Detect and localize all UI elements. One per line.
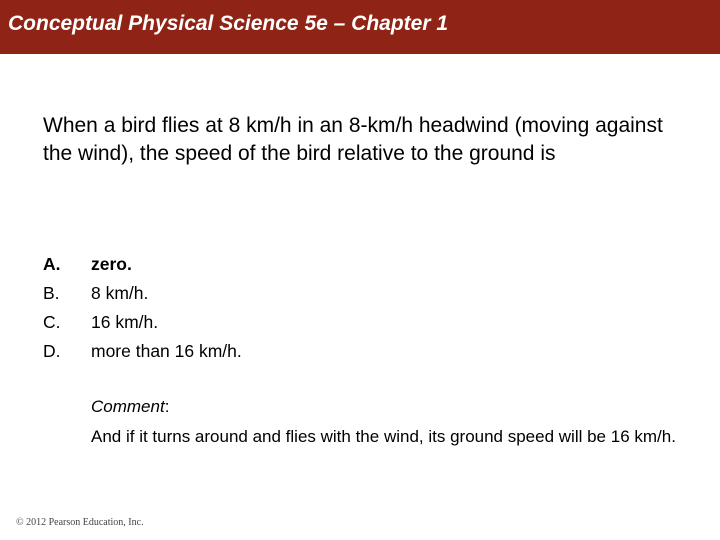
comment-colon: : <box>164 397 170 416</box>
choice-text: 16 km/h. <box>91 312 159 332</box>
header-bar <box>0 0 720 54</box>
slide-title: Conceptual Physical Science 5e – Chapter 1 <box>8 12 449 35</box>
choice-c <box>43 308 663 337</box>
choice-text: more than 16 km/h. <box>91 341 242 361</box>
choice-letter: C. <box>43 312 61 332</box>
choice-letter: A. <box>43 254 61 274</box>
comment-label: Comment <box>91 397 165 416</box>
choice-letter: B. <box>43 283 60 303</box>
choice-text: zero. <box>91 254 132 274</box>
copyright-notice: © 2012 Pearson Education, Inc. <box>16 517 144 528</box>
choice-letter: D. <box>43 341 61 361</box>
question-text: When a bird flies at 8 km/h in an 8-km/h headwind (moving against the wind), the speed of the bird relative to the ground is <box>43 114 663 165</box>
choice-d <box>43 337 663 366</box>
comment-text: And if it turns around and flies with the wind, its ground speed will be 16 km/h. <box>91 427 676 446</box>
choice-a <box>43 250 663 279</box>
answer-choices <box>43 250 663 366</box>
comment-block <box>91 395 691 450</box>
choice-b <box>43 279 663 308</box>
choice-text: 8 km/h. <box>91 283 149 303</box>
comment-heading <box>91 395 691 419</box>
